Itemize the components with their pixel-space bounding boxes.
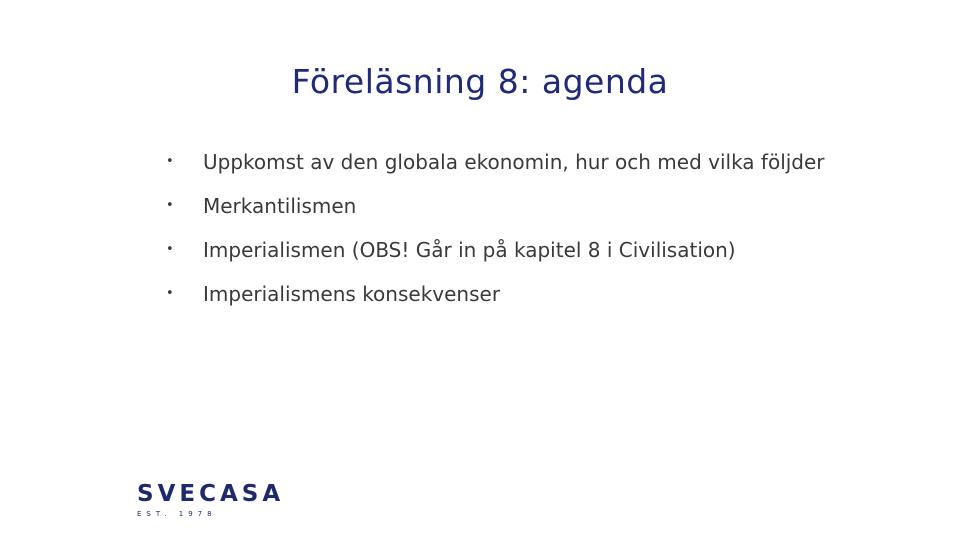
svecasa-logo bbox=[137, 481, 307, 521]
bullet-icon: • bbox=[166, 242, 174, 257]
agenda-list bbox=[166, 146, 846, 310]
agenda-item-text: Imperialismen (OBS! Går in på kapitel 8 i Civilisation) bbox=[203, 238, 736, 262]
agenda-item-text: Imperialismens konsekvenser bbox=[203, 282, 501, 306]
agenda-item bbox=[166, 146, 846, 178]
agenda-item-text: Uppkomst av den globala ekonomin, hur och med vilka följder bbox=[203, 150, 825, 174]
bullet-icon: • bbox=[166, 286, 174, 301]
agenda-item-text: Merkantilismen bbox=[203, 194, 357, 218]
agenda-item bbox=[166, 278, 846, 310]
bullet-icon: • bbox=[166, 198, 174, 213]
agenda-item bbox=[166, 234, 846, 266]
logo-tagline: EST. 1978 bbox=[137, 510, 217, 518]
bullet-icon: • bbox=[166, 154, 174, 169]
logo-wordmark: SVECASA bbox=[137, 481, 285, 507]
agenda-item bbox=[166, 190, 846, 222]
slide-title: Föreläsning 8: agenda bbox=[291, 62, 669, 101]
